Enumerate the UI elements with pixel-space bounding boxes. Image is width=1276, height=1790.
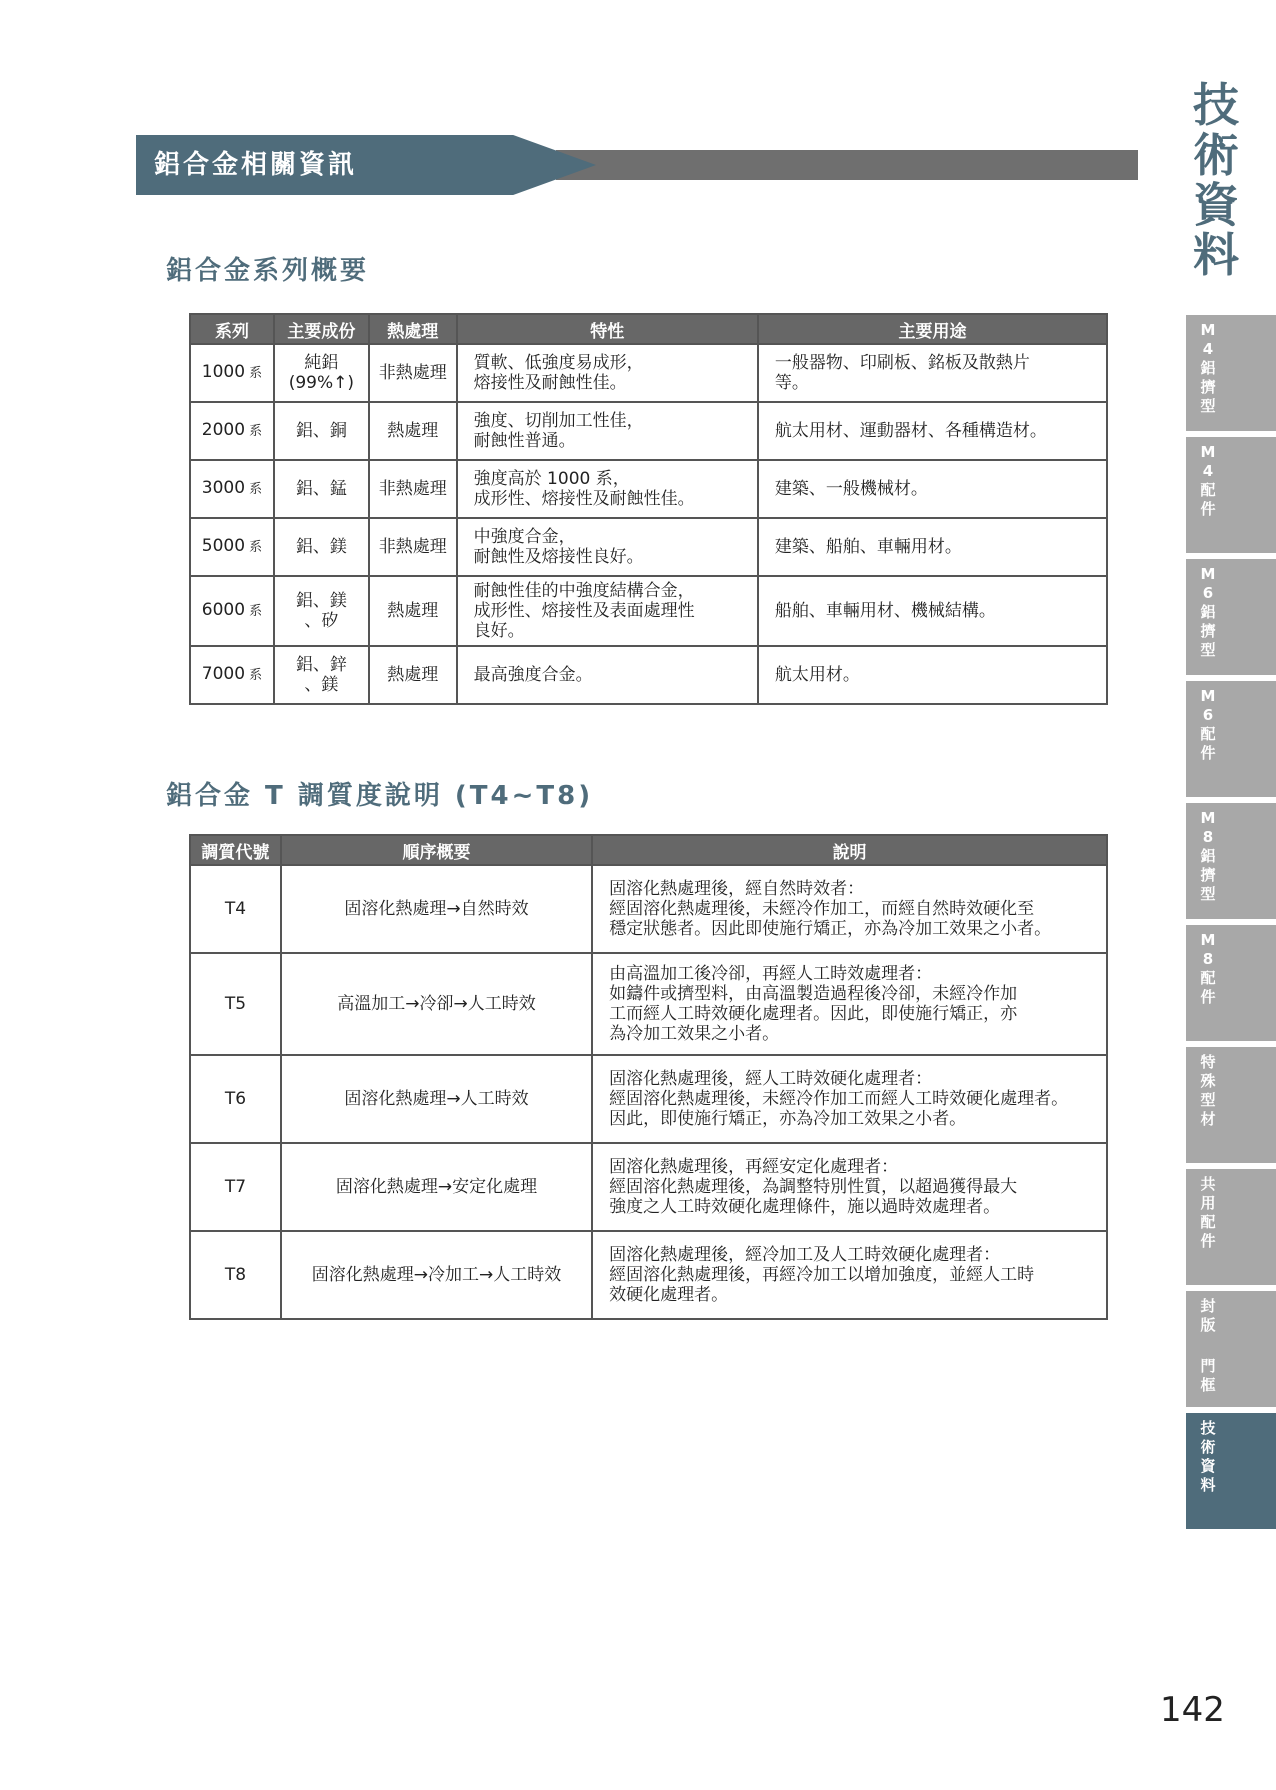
description-cell: 由高溫加工後冷卻，再經人工時效處理者： 如鑄件或擠型料，由高溫製造過程後冷卻，未經冷作加 工而經人工時效硬化處理者。因此，即使施行矯正，亦 為冷加工效果之小者。: [592, 953, 1107, 1055]
table-row: [190, 518, 1107, 576]
heat-treatment-cell: 熱處理: [369, 646, 457, 704]
series-cell: [190, 344, 274, 402]
sidebar-tab-label: M 6 鋁 擠 型: [1200, 565, 1216, 659]
composition-cell: 純鋁 (99%↑): [274, 344, 369, 402]
col-header-heat-treatment: 熱處理: [369, 314, 457, 344]
table-row: [190, 646, 1107, 704]
sequence-cell: 固溶化熱處理→安定化處理: [281, 1143, 592, 1231]
temper-table-header-row: [190, 835, 1107, 865]
table-row: [190, 460, 1107, 518]
series-table-header-row: [190, 314, 1107, 344]
sidebar-tab[interactable]: [1186, 559, 1276, 675]
sidebar-tab[interactable]: [1186, 925, 1276, 1041]
series-number: 5000: [201, 536, 246, 556]
col-header-composition: 主要成份: [274, 314, 369, 344]
sequence-cell: 高溫加工→冷卻→人工時效: [281, 953, 592, 1055]
series-number: 6000: [201, 600, 246, 620]
use-cell: 建築、船舶、車輛用材。: [758, 518, 1107, 576]
heat-treatment-cell: 非熱處理: [369, 460, 457, 518]
property-cell: 強度、切削加工性佳， 耐蝕性普通。: [457, 402, 758, 460]
table-row: [190, 1231, 1107, 1319]
series-suffix: 系: [245, 366, 263, 381]
col-header-sequence: 順序概要: [281, 835, 592, 865]
sidebar-tab-label: M 6 配 件: [1200, 687, 1216, 762]
col-header-code: 調質代號: [190, 835, 281, 865]
banner-gray-bar: [556, 150, 1138, 180]
series-table: [189, 313, 1108, 705]
composition-cell: 鋁、鋅 、鎂: [274, 646, 369, 704]
sequence-cell: 固溶化熱處理→人工時效: [281, 1055, 592, 1143]
property-cell: 強度高於 1000 系， 成形性、熔接性及耐蝕性佳。: [457, 460, 758, 518]
use-cell: 航太用材、運動器材、各種構造材。: [758, 402, 1107, 460]
col-header-use: 主要用途: [758, 314, 1107, 344]
temper-code-cell: T5: [190, 953, 281, 1055]
section-banner: [136, 135, 1138, 195]
sidebar-tab[interactable]: [1186, 1291, 1276, 1407]
series-cell: [190, 576, 274, 646]
chapter-tabs: [1186, 315, 1276, 1535]
series-cell: [190, 646, 274, 704]
heat-treatment-cell: 非熱處理: [369, 344, 457, 402]
heat-treatment-cell: 熱處理: [369, 576, 457, 646]
series-cell: [190, 402, 274, 460]
col-header-series: 系列: [190, 314, 274, 344]
table-row: [190, 953, 1107, 1055]
page-number: 142: [1160, 1690, 1225, 1730]
property-cell: 中強度合金， 耐蝕性及熔接性良好。: [457, 518, 758, 576]
sidebar-tab[interactable]: [1186, 803, 1276, 919]
table-row: [190, 402, 1107, 460]
series-cell: [190, 460, 274, 518]
composition-cell: 鋁、鎂 、矽: [274, 576, 369, 646]
sidebar-tab-label: M 8 配 件: [1200, 931, 1216, 1006]
temper-code-cell: T4: [190, 865, 281, 953]
use-cell: 建築、一般機械材。: [758, 460, 1107, 518]
temper-code-cell: T6: [190, 1055, 281, 1143]
section-header-title: 鋁合金相關資訊: [154, 150, 358, 180]
sidebar-tab[interactable]: [1186, 1169, 1276, 1285]
series-number: 1000: [201, 362, 246, 382]
series-suffix: 系: [245, 424, 263, 439]
use-cell: 一般器物、印刷板、銘板及散熱片 等。: [758, 344, 1107, 402]
description-cell: 固溶化熱處理後，經冷加工及人工時效硬化處理者： 經固溶化熱處理後，再經冷加工以增加強度，並經人工時 效硬化處理者。: [592, 1231, 1107, 1319]
heat-treatment-cell: 非熱處理: [369, 518, 457, 576]
sequence-cell: 固溶化熱處理→冷加工→人工時效: [281, 1231, 592, 1319]
use-cell: 船舶、車輛用材、機械結構。: [758, 576, 1107, 646]
sidebar-tab[interactable]: [1186, 315, 1276, 431]
table-row: [190, 1143, 1107, 1231]
series-section-title: 鋁合金系列概要: [166, 256, 370, 286]
temper-code-cell: T8: [190, 1231, 281, 1319]
description-cell: 固溶化熱處理後，經人工時效硬化處理者： 經固溶化熱處理後，未經冷作加工而經人工時效硬化處理者。 因此，即使施行矯正，亦為冷加工效果之小者。: [592, 1055, 1107, 1143]
series-suffix: 系: [245, 540, 263, 555]
description-cell: 固溶化熱處理後，再經安定化處理者： 經固溶化熱處理後，為調整特別性質，以超過獲得最大 強度之人工時效硬化處理條件，施以過時效處理者。: [592, 1143, 1107, 1231]
sidebar-tab[interactable]: [1186, 1413, 1276, 1529]
table-row: [190, 344, 1107, 402]
series-cell: [190, 518, 274, 576]
temper-code-cell: T7: [190, 1143, 281, 1231]
sidebar-tab-label: 共 用 配 件: [1200, 1175, 1216, 1250]
sidebar-tab-label: M 8 鋁 擠 型: [1200, 809, 1216, 903]
sidebar-tab-label: 特 殊 型 材: [1200, 1053, 1216, 1128]
sidebar-tab-label: 封 版 門 框: [1200, 1297, 1216, 1394]
property-cell: 質軟、低強度易成形， 熔接性及耐蝕性佳。: [457, 344, 758, 402]
sidebar-tab[interactable]: [1186, 437, 1276, 553]
sidebar-tab-label: M 4 配 件: [1200, 443, 1216, 518]
table-row: [190, 865, 1107, 953]
series-suffix: 系: [245, 668, 263, 683]
col-header-description: 說明: [592, 835, 1107, 865]
series-number: 7000: [201, 664, 246, 684]
series-suffix: 系: [245, 604, 263, 619]
series-suffix: 系: [245, 482, 263, 497]
property-cell: 耐蝕性佳的中強度結構合金， 成形性、熔接性及表面處理性 良好。: [457, 576, 758, 646]
col-header-property: 特性: [457, 314, 758, 344]
series-number: 2000: [201, 420, 246, 440]
table-row: [190, 576, 1107, 646]
sidebar-tab-label: M 4 鋁 擠 型: [1200, 321, 1216, 415]
table-row: [190, 1055, 1107, 1143]
vertical-section-title: 技 術 資 料: [1193, 78, 1239, 282]
use-cell: 航太用材。: [758, 646, 1107, 704]
heat-treatment-cell: 熱處理: [369, 402, 457, 460]
composition-cell: 鋁、鎂: [274, 518, 369, 576]
description-cell: 固溶化熱處理後，經自然時效者： 經固溶化熱處理後，未經冷作加工，而經自然時效硬化至 穩定狀態者。因此即使施行矯正，亦為冷加工效果之小者。: [592, 865, 1107, 953]
temper-section-title: 鋁合金 T 調質度說明 (T4~T8): [166, 781, 594, 811]
sidebar-tab-label: 技 術 資 料: [1200, 1419, 1216, 1494]
composition-cell: 鋁、錳: [274, 460, 369, 518]
temper-table: [189, 834, 1108, 1320]
sidebar-tab[interactable]: [1186, 1047, 1276, 1163]
property-cell: 最高強度合金。: [457, 646, 758, 704]
series-number: 3000: [201, 478, 246, 498]
sidebar-tab[interactable]: [1186, 681, 1276, 797]
sequence-cell: 固溶化熱處理→自然時效: [281, 865, 592, 953]
composition-cell: 鋁、銅: [274, 402, 369, 460]
